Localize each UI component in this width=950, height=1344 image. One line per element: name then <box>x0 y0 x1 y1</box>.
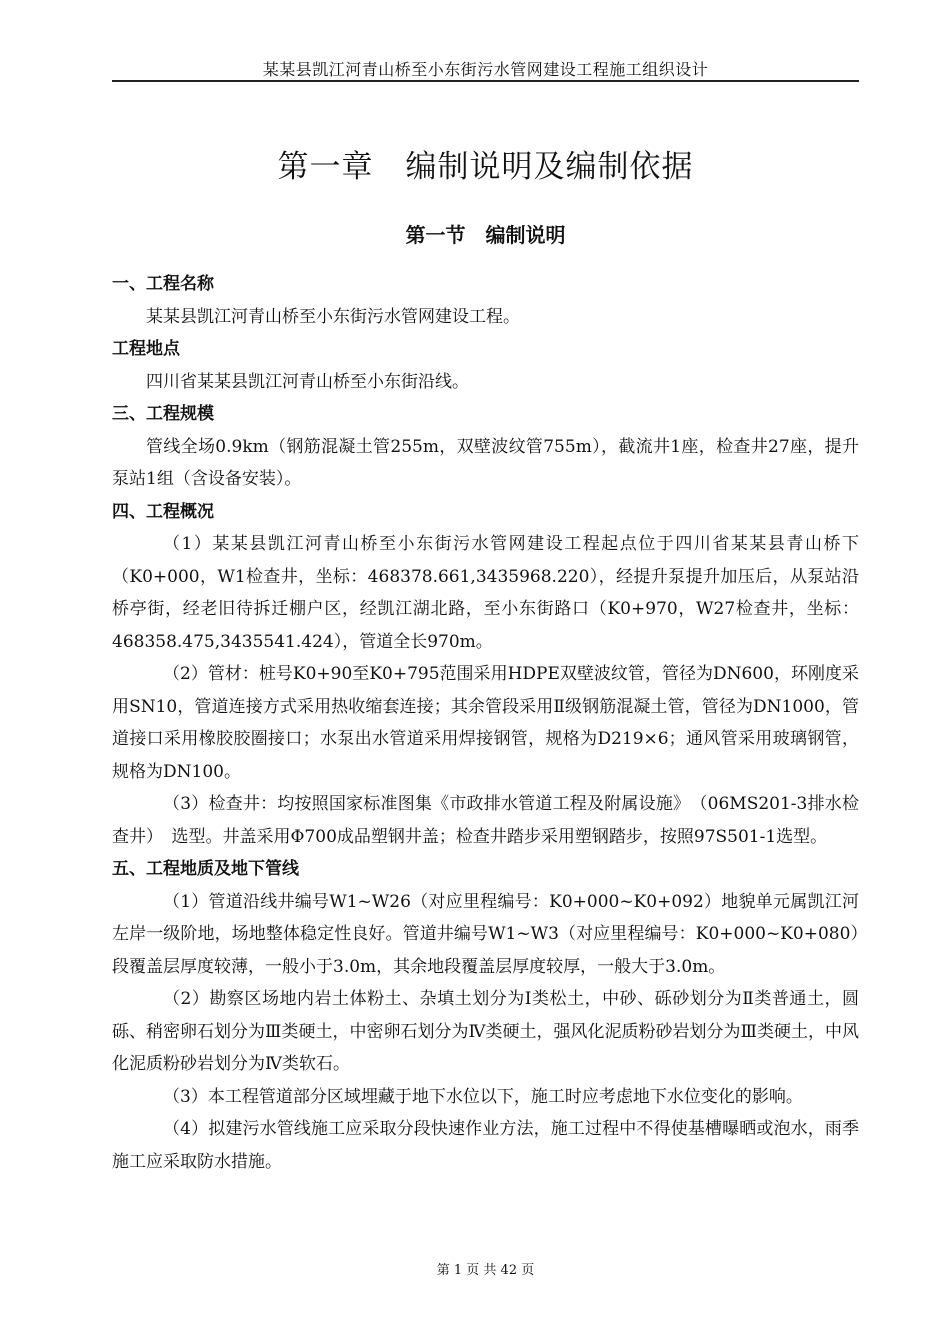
paragraph-overview-1: （1）某某县凯江河青山桥至小东街污水管网建设工程起点位于四川省某某县青山桥下（K0+000，W1检查井，坐标：468378.661,3435968.220），经提升泵提升加压后，从泵站沿桥亭街，经老旧待拆迁棚户区，经凯江湖北路，至小东街路口（K0+970，W27检查井，坐标：468358.475,3435541.424），管道全长970m。 <box>112 534 859 652</box>
heading-project-overview: 四、工程概况 <box>112 501 214 522</box>
document-body <box>112 268 859 1178</box>
paragraph-project-name: 某某县凯江河青山桥至小东街污水管网建设工程。 <box>146 306 520 327</box>
paragraph-geology-4: （4）拟建污水管线施工应采取分段快速作业方法，施工过程中不得使基槽曝晒或泡水，雨季施工应采取防水措施。 <box>112 1119 859 1172</box>
header-divider <box>112 80 859 82</box>
page-header: 某某县凯江河青山桥至小东街污水管网建设工程施工组织设计 <box>262 60 709 79</box>
chapter-title: 第一章 编制说明及编制依据 <box>277 149 694 185</box>
section-title: 第一节 编制说明 <box>405 223 566 247</box>
paragraph-overview-2: （2）管材：桩号K0+90至K0+795范围采用HDPE双壁波纹管，管径为DN600，环刚度采用SN10，管道连接方式采用热收缩套连接；其余管段采用Ⅱ级钢筋混凝土管，管径为DN1000，管道接口采用橡胶胶圈接口；水泵出水管道采用焊接钢管，规格为D219×6；通风管采用玻璃钢管，规格为DN100。 <box>112 664 859 782</box>
heading-project-scale: 三、工程规模 <box>112 404 214 424</box>
heading-geology: 五、工程地质及地下管线 <box>112 859 299 879</box>
paragraph-geology-2: （2）勘察区场地内岩土体粉土、杂填土划分为Ⅰ类松土，中砂、砾砂划分为Ⅱ类普通土，圆砾、稍密卵石划分为Ⅲ类硬土，中密卵石划分为Ⅳ类硬土，强风化泥质粉砂岩划分为Ⅲ类硬土，中风化泥质粉砂岩划分为Ⅳ类软石。 <box>112 989 859 1074</box>
paragraph-project-location: 四川省某某县凯江河青山桥至小东街沿线。 <box>146 371 469 392</box>
paragraph-project-scale: 管线全场0.9km（钢筋混凝土管255m，双壁波纹管755m），截流井1座，检查井27座，提升泵站1组（含设备安装）。 <box>112 436 859 489</box>
paragraph-overview-3: （3）检查井：均按照国家标准图集《市政排水管道工程及附属设施》 （06MS201-3排水检查井） 选型。井盖采用Φ700成品塑钢井盖；检查井踏步采用塑钢踏步，按照97S501-1选型。 <box>112 794 859 847</box>
heading-project-location: 工程地点 <box>112 339 180 359</box>
page-footer: 第 1 页 共 42 页 <box>436 1263 535 1278</box>
paragraph-geology-3: （3）本工程管道部分区域埋藏于地下水位以下，施工时应考虑地下水位变化的影响。 <box>163 1086 803 1107</box>
paragraph-geology-1: （1）管道沿线井编号W1~W26（对应里程编号：K0+000~K0+092）地貌单元属凯江河左岸一级阶地，场地整体稳定性良好。管道井编号W1~W3（对应里程编号：K0+000~K0+080）段覆盖层厚度较薄，一般小于3.0m，其余地段覆盖层厚度较厚，一般大于3.0m。 <box>112 891 859 977</box>
heading-project-name: 一、工程名称 <box>112 274 214 294</box>
